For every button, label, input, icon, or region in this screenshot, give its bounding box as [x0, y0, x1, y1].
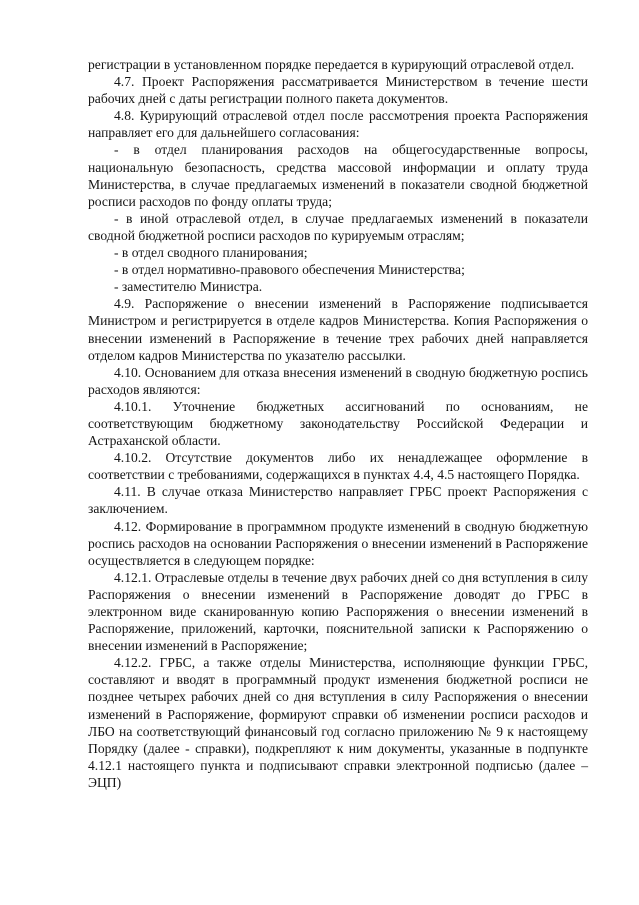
list-item: - в иной отраслевой отдел, в случае предлагаемых изменений в показатели сводной бюджетной росписи расходов по курируемым отраслям;: [88, 210, 588, 243]
paragraph: регистрации в установленном порядке передается в курирующий отраслевой отдел.: [88, 57, 575, 72]
paragraph-4-10: 4.10. Основанием для отказа внесения изменений в сводную бюджетную роспись расходов являются:: [88, 364, 588, 397]
list-item: - в отдел нормативно-правового обеспечения Министерства;: [114, 262, 465, 278]
paragraph-4-7: 4.7. Проект Распоряжения рассматривается Министерством в течение шести рабочих дней с даты регистрации полного пакета документов.: [88, 74, 588, 107]
list-item: - заместителю Министра.: [114, 279, 263, 295]
paragraph-4-11: 4.11. В случае отказа Министерство направляет ГРБС проект Распоряжения с заключением.: [88, 484, 588, 517]
paragraph-4-10-2: 4.10.2. Отсутствие документов либо их ненадлежащее оформление в соответствии с требованиями, содержащихся в пунктах 4.4, 4.5 настоящего Порядка.: [88, 450, 588, 483]
paragraph-4-12: 4.12. Формирование в программном продукте изменений в сводную бюджетную роспись расходов на основании Распоряжения о внесении изменений в Распоряжение осуществляется в следующем порядке:: [88, 518, 588, 568]
paragraph-4-12-1: 4.12.1. Отраслевые отделы в течение двух рабочих дней со дня вступления в силу Распоряжения о внесении изменений в Распоряжение доводят до ГРБС в электронном виде сканированную копию Распоряжения о внесении изменений в Распоряжение, приложений, карточки, пояснительной записки к Распоряжению о внесении изменений в Распоряжение;: [88, 569, 588, 654]
paragraph-4-9: 4.9. Распоряжение о внесении изменений в Распоряжение подписывается Министром и регистрируется в отделе кадров Министерства. Копия Распоряжения о внесении изменений в Распоряжение в течение трех рабочих дней направляется отделом кадров Министерства по указателю рассылки.: [88, 296, 588, 363]
paragraph-4-12-2: 4.12.2. ГРБС, а также отделы Министерства, исполняющие функции ГРБС, составляют и вводят в программный продукт изменения бюджетной росписи не позднее четырех рабочих дней со дня вступления в силу Распоряжения о внесении изменений в Распоряжение, формируют справки об изменении росписи расходов и ЛБО на соответствующий финансовый год согласно приложению № 9 к настоящему Порядку (далее - справки), подкрепляют к ним документы, указанные в подпункте 4.12.1 настоящего пункта и подписывают справки электронной подписью (далее – ЭЦП): [88, 655, 588, 790]
document-page: [88, 56, 588, 791]
list-item: - в отдел сводного планирования;: [114, 245, 308, 261]
paragraph-4-10-1: 4.10.1. Уточнение бюджетных ассигнований по основаниям, не соответствующим бюджетному законодательству Российской Федерации и Астраханской области.: [88, 398, 588, 449]
list-item: - в отдел планирования расходов на общегосударственные вопросы, национальную безопасность, средства массовой информации и оплату труда Министерства, в случае предлагаемых изменений в показатели сводной бюджетной росписи расходов по фонду оплаты труда;: [88, 142, 588, 209]
paragraph-4-8: 4.8. Курирующий отраслевой отдел после рассмотрения проекта Распоряжения направляет его для дальнейшего согласования:: [88, 108, 588, 141]
